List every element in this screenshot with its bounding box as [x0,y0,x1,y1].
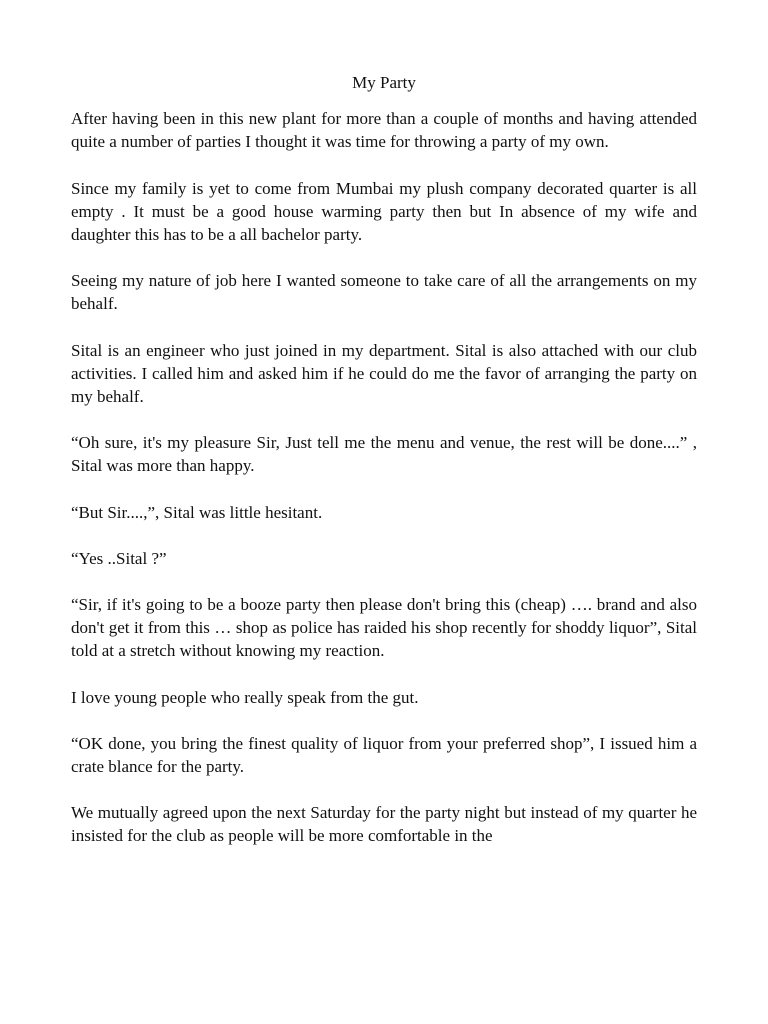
document-title: My Party [352,73,416,92]
paragraph-4: Sital is an engineer who just joined in my department. Sital is also attached with our club activities. I called him and asked him if he could do me the favor of arranging the party on my behalf. [71,340,697,407]
paragraph-7: “Yes ..Sital ?” [71,548,167,568]
paragraph-5: “Oh sure, it's my pleasure Sir, Just tell me the menu and venue, the rest will be done....” , Sital was more than happy. [71,433,697,476]
paragraph-3: Seeing my nature of job here I wanted someone to take care of all the arrangements on my behalf. [71,271,697,314]
paragraph-10: “OK done, you bring the finest quality of liquor from your preferred shop”, I issued him a crate blance for the party. [71,733,697,777]
paragraph-9: I love young people who really speak from the gut. [71,687,419,707]
paragraph-11: We mutually agreed upon the next Saturday for the party night but instead of my quarter he insisted for the club as people will be more comfortable in the [71,803,697,846]
paragraph-6: “But Sir....,”, Sital was little hesitant. [71,502,323,522]
paragraph-2: Since my family is yet to come from Mumbai my plush company decorated quarter is all empty . It must be a good house warming party then but In absence of my wife and daughter this has to be a all bachelor party. [71,178,697,245]
paragraph-8: “Sir, if it's going to be a booze party then please don't bring this (cheap) …. brand and also don't get it from this … shop as police has raided his shop recently for shoddy liquor”, Sital told at a stretch without knowing my reaction. [71,595,697,661]
paragraph-1: After having been in this new plant for more than a couple of months and having attended quite a number of parties I thought it was time for throwing a party of my own. [71,109,697,152]
